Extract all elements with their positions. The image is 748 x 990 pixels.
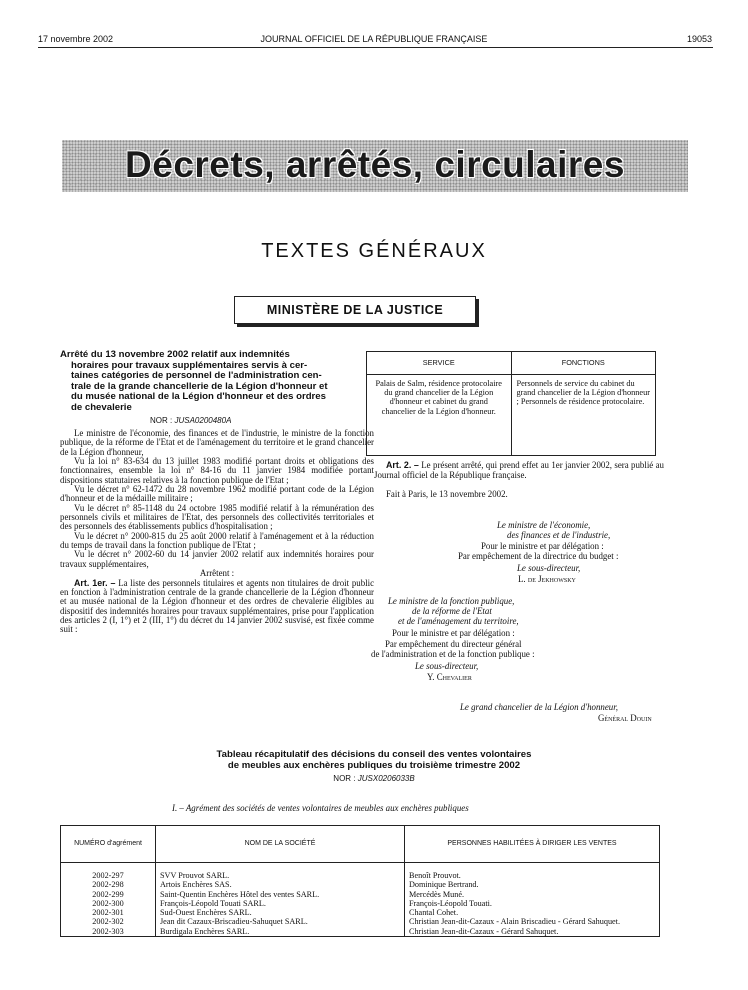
arrete-title xyxy=(60,350,374,414)
tableau-title xyxy=(0,750,748,771)
tableau-title-line: Tableau récapitulatif des décisions du conseil des ventes volontaires xyxy=(216,749,532,760)
article-2-text: Le présent arrêté, qui prend effet au 1er janvier 2002, sera publié au Journal officiel de la République française. xyxy=(374,460,664,480)
visa-paragraph: Vu le décret n° 2000-815 du 25 août 2000 relatif à l'aménagement et à la réduction du temps de travail dans la fonction publique de l'Etat ; xyxy=(60,530,374,551)
table-row xyxy=(61,908,660,917)
societe-name-cell: Saint-Quentin Enchères Hôtel des ventes SARL. xyxy=(156,890,405,899)
nor-label: NOR : xyxy=(333,774,356,783)
societe-name-cell: SVV Prouvot SARL. xyxy=(156,871,405,880)
article-1-label: Art. 1er. – xyxy=(74,577,116,588)
sig-eco-line: des finances et de l'industrie, xyxy=(507,530,611,540)
societe-name-cell: Jean dit Cazaux-Briscadieu-Sahuquet SARL. xyxy=(156,917,405,926)
header-date: 17 novembre 2002 xyxy=(38,34,114,44)
table-row xyxy=(61,899,660,908)
agrement-number-cell: 2002-303 xyxy=(61,927,156,937)
personnes-cell: Christian Jean-dit-Cazaux - Gérard Sahuquet. xyxy=(405,927,660,937)
table-header: NOM DE LA SOCIÉTÉ xyxy=(156,826,405,863)
table-cell-fonctions: Personnels de service du cabinet du grand chancelier de la Légion d'honneur ; Personnels de résidence protocolaire. xyxy=(511,375,656,456)
visa-paragraph: Vu le décret n° 62-1472 du 28 novembre 1962 modifié portant code de la Légion d'honneur et de la médaille militaire ; xyxy=(60,484,374,504)
sig-gc-line: Le grand chancelier de la Légion d'honneur, xyxy=(460,702,618,712)
header-rule xyxy=(38,47,713,48)
arrete-title-line: horaires pour travaux supplémentaires servis à cer- xyxy=(71,359,308,371)
table-header: FONCTIONS xyxy=(511,352,656,375)
sig-fp-line: Le sous-directeur, xyxy=(415,661,479,671)
ministry-box xyxy=(234,296,476,324)
agrement-number-cell: 2002-302 xyxy=(61,917,156,926)
arrete-title-line: taines catégories de personnel de l'administration cen- xyxy=(71,370,322,382)
nor-code: JUSX0206033B xyxy=(357,774,415,783)
visa-paragraph: Le ministre de l'économie, des finances et de l'industrie, le ministre de la fonction publique, de la réforme de l'Etat et de l'aménagement du territoire et le grand chancelier de la Légion d'honneur, xyxy=(60,428,374,457)
sig-eco-line: Le sous-directeur, xyxy=(517,563,581,573)
arrete-title-line: Arrêté du 13 novembre 2002 relatif aux indemnités xyxy=(60,349,290,360)
visa-paragraph: Vu le décret n° 85-1148 du 24 octobre 1985 modifié relatif à la rémunération des personnels civils et militaires de l'Etat, des personnels des collectivités territoriales et des personnels des établissements publics d'hospitalisation ; xyxy=(60,502,374,532)
arrete-title-line: de chevalerie xyxy=(71,401,132,413)
societe-name-cell: François-Léopold Touati SARL. xyxy=(156,899,405,908)
header-page-number: 19053 xyxy=(686,34,712,44)
table-row xyxy=(61,880,660,889)
table-row xyxy=(61,917,660,926)
personnes-cell: Chantal Cohet. xyxy=(405,908,660,917)
sig-fp-line: et de l'aménagement du territoire, xyxy=(398,616,519,626)
sig-eco-name: L. de Jekhowsky xyxy=(518,574,576,584)
article-1 xyxy=(60,579,374,635)
agrement-number-cell: 2002-298 xyxy=(61,880,156,889)
table-spacer-row xyxy=(61,863,660,872)
sig-eco-line: Le ministre de l'économie, xyxy=(497,520,591,530)
nor-code: JUSA0200480A xyxy=(174,416,232,425)
personnes-cell: Christian Jean-dit-Cazaux - Alain Briscadieu - Gérard Sahuquet. xyxy=(405,917,660,926)
agrement-number-cell: 2002-297 xyxy=(61,871,156,880)
personnes-cell: François-Léopold Touati. xyxy=(405,899,660,908)
tableau-title-line: de meubles aux enchères publiques du troisième trimestre 2002 xyxy=(227,759,521,771)
table-spacer-cell xyxy=(61,863,156,872)
visa-paragraph: Vu le décret n° 2002-60 du 14 janvier 2002 relatif aux indemnités horaires pour travaux supplémentaires, xyxy=(60,549,374,569)
agrement-number-cell: 2002-299 xyxy=(61,890,156,899)
table-row xyxy=(61,927,660,937)
sig-fp-line: Par empêchement du directeur général xyxy=(385,639,522,649)
agrement-table xyxy=(60,825,660,937)
arretent: Arrêtent : xyxy=(199,568,235,579)
banner-title: Décrets, arrêtés, circulaires xyxy=(125,144,625,185)
sig-fp-name: Y. Chevalier xyxy=(427,672,472,682)
arrete-nor xyxy=(150,416,231,425)
societe-name-cell: Artois Enchères SAS. xyxy=(156,880,405,889)
table-row xyxy=(61,890,660,899)
table-header: PERSONNES HABILITÉES À DIRIGER LES VENTES xyxy=(405,826,660,863)
sig-eco-line: Pour le ministre et par délégation : xyxy=(481,541,604,551)
sig-fp-line: de la réforme de l'Etat xyxy=(412,606,492,616)
table-row xyxy=(61,871,660,880)
tableau-nor xyxy=(0,774,748,783)
table-header: SERVICE xyxy=(367,352,512,375)
ministry-title: MINISTÈRE DE LA JUSTICE xyxy=(266,303,444,317)
table-cell-service: Palais de Salm, résidence protocolaire du grand chancelier de la Légion d'honneur et cabinet du grand chancelier de la Légion d'honneur. xyxy=(367,375,512,456)
societe-name-cell: Sud-Ouest Enchères SARL. xyxy=(156,908,405,917)
arrete-body xyxy=(60,429,374,635)
fait-a-paris: Fait à Paris, le 13 novembre 2002. xyxy=(386,489,508,499)
fonctions-table xyxy=(366,351,656,456)
agrement-table-body xyxy=(61,863,660,937)
table-header: NUMÉRO d'agrément xyxy=(61,826,156,863)
sig-fp-line: Le ministre de la fonction publique, xyxy=(388,596,515,606)
sig-eco-line: Par empêchement de la directrice du budget : xyxy=(458,551,619,561)
agrement-number-cell: 2002-300 xyxy=(61,899,156,908)
sig-fp-line: de l'administration et de la fonction publique : xyxy=(371,649,535,659)
sig-gc-name: Général Douin xyxy=(598,713,652,723)
table-spacer-cell xyxy=(405,863,660,872)
article-2 xyxy=(374,461,664,500)
sig-fp-line: Pour le ministre et par délégation : xyxy=(392,628,515,638)
section-heading: TEXTES GÉNÉRAUX xyxy=(261,240,487,262)
arrete-title-line: trale de la grande chancellerie de la Légion d'honneur et xyxy=(71,380,328,392)
agrement-number-cell: 2002-301 xyxy=(61,908,156,917)
tableau-section-heading: I. – Agrément des sociétés de ventes volontaires de meubles aux enchères publiques xyxy=(172,803,469,813)
personnes-cell: Benoît Prouvot. xyxy=(405,871,660,880)
personnes-cell: Dominique Bertrand. xyxy=(405,880,660,889)
personnes-cell: Mercédès Muné. xyxy=(405,890,660,899)
article-2-label: Art. 2. – xyxy=(386,460,419,470)
arrete-title-line: du musée national de la Légion d'honneur et des ordres xyxy=(71,391,326,403)
nor-label: NOR : xyxy=(150,416,173,425)
header-journal: JOURNAL OFFICIEL DE LA RÉPUBLIQUE FRANÇAISE xyxy=(260,34,488,44)
table-spacer-cell xyxy=(156,863,405,872)
article-1-text: La liste des personnels titulaires et agents non titulaires de droit public en fonction à l'administration centrale de la grande chancellerie de la Légion d'honneur et au musée national de la Légion d'honneur et des ordres de chevalerie éligibles au dispositif des indemnités horaires pour travaux supplémentaires, prise pour l'application des articles 2 (I, 1°) et 2 (III, 1°) du décret du 14 janvier 2002 susvisé, est fixée comme suit : xyxy=(60,577,375,635)
visa-paragraph: Vu la loi n° 83-634 du 13 juillet 1983 modifié portant droits et obligations des fonctionnaires, ensemble la loi n° 84-16 du 11 janvier 1984 modifiée portant dispositions statutaires relatives à la fonction publique de l'Etat ; xyxy=(60,456,374,485)
societe-name-cell: Burdigala Enchères SARL. xyxy=(156,927,405,937)
